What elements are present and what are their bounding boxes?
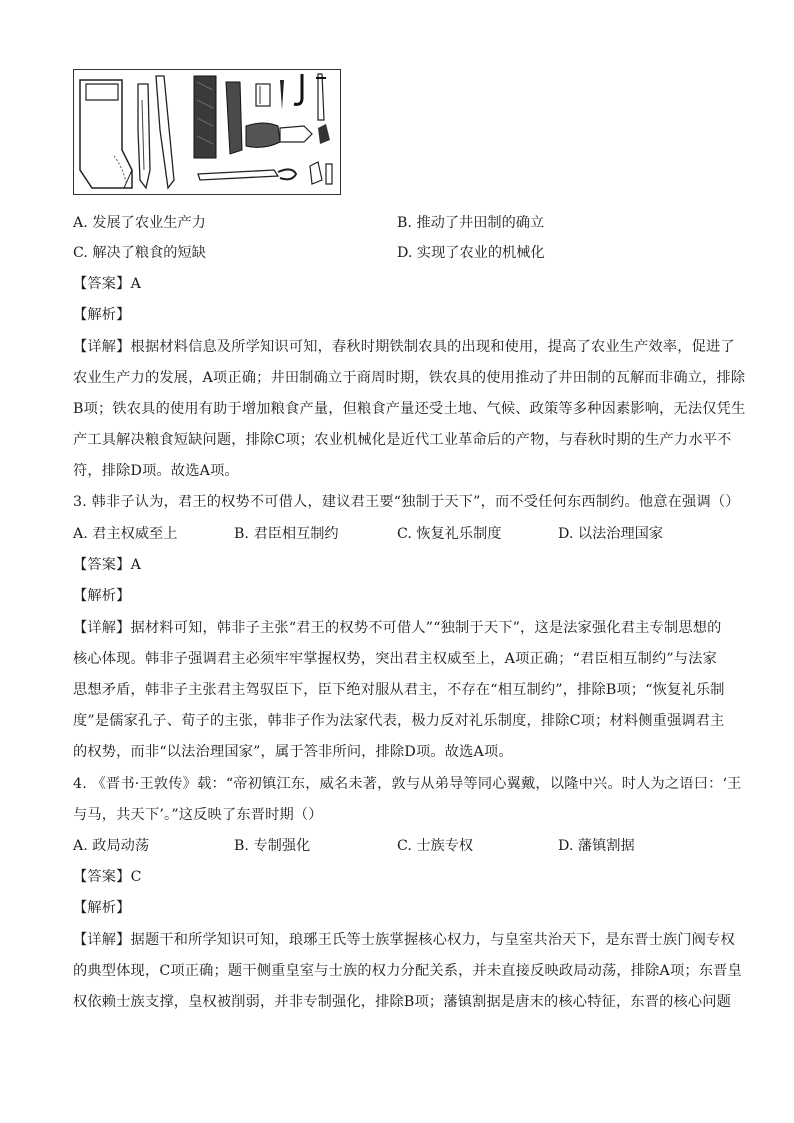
q4-answer xyxy=(73,867,723,887)
q2-detail-line: 符，排除D项。故选A项。 xyxy=(73,463,239,479)
q4-analysis-tag: 【解析】 xyxy=(73,900,131,916)
q2-option-b: B. 推动了井田制的确立 xyxy=(397,215,545,231)
q3-option-b: B. 君臣相互制约 xyxy=(234,526,339,542)
answer-tag: 【答案】 xyxy=(73,557,131,573)
q3-option-d: D. 以法治理国家 xyxy=(558,526,664,542)
q4-option-a: A. 政局动荡 xyxy=(73,838,150,854)
q2-detail-line: B项；铁农具的使用有助于增加粮食产量，但粮食产量还受土地、气候、政策等多种因素影响，无法仅凭生 xyxy=(73,401,746,417)
q2-detail-line: 农业生产力的发展，A项正确；井田制确立于商周时期，铁农具的使用推动了井田制的瓦解而非确立，排除 xyxy=(73,370,746,386)
q4-stem-line: 4. 《晋书·王敦传》载：“帝初镇江东，威名未著，敦与从弟导等同心翼戴，以隆中兴。时人为之语曰：‘王 xyxy=(73,776,742,792)
q3-detail-line: 的权势，而非“以法治理国家”，属于答非所问，排除D项。故选A项。 xyxy=(73,744,513,760)
answer-value: C xyxy=(130,869,142,885)
q3-stem: 3. 韩非子认为，君王的权势不可借人，建议君王要“独制于天下”，而不受任何东西制约。他意在强调（） xyxy=(73,494,740,510)
q2-option-d: D. 实现了农业的机械化 xyxy=(397,245,545,261)
q4-option-d: D. 藩镇割据 xyxy=(558,838,635,854)
q4-option-c: C. 士族专权 xyxy=(397,838,474,854)
q2-answer xyxy=(73,274,723,294)
q2-detail-line: 产工具解决粮食短缺问题，排除C项；农业机械化是近代工业革命后的产物，与春秋时期的生产力水平不 xyxy=(73,432,732,448)
q3-detail-line: 度”是儒家孔子、荀子的主张，韩非子作为法家代表，极力反对礼乐制度，排除C项；材料侧重强调君主 xyxy=(73,713,725,729)
q4-detail-line: 权依赖士族支撑，皇权被削弱，并非专制强化，排除B项；藩镇割据是唐末的核心特征，东晋的核心问题 xyxy=(73,994,732,1010)
q3-detail-line: 思想矛盾，韩非子主张君主驾驭臣下，臣下绝对服从君主，不存在“相互制约”，排除B项；“恢复礼乐制 xyxy=(73,682,725,698)
q3-option-a: A. 君主权威至上 xyxy=(73,526,178,542)
q3-analysis-tag: 【解析】 xyxy=(73,588,131,604)
answer-tag: 【答案】 xyxy=(73,276,131,292)
q4-detail-line: 的典型体现，C项正确；题干侧重皇室与士族的权力分配关系，并未直接反映政局动荡，排除A项；东晋皇 xyxy=(73,963,742,979)
q2-option-a: A. 发展了农业生产力 xyxy=(73,215,206,231)
q3-detail-line: 核心体现。韩非子强调君主必须牢牢掌握权势，突出君主权威至上，A项正确；“君臣相互制约”与法家 xyxy=(73,651,718,667)
q2-option-c: C. 解决了粮食的短缺 xyxy=(73,245,206,261)
q2-detail-line: 【详解】根据材料信息及所学知识可知，春秋时期铁制农具的出现和使用，提高了农业生产效率，促进了 xyxy=(73,339,735,355)
q4-detail-line: 【详解】据题干和所学知识可知，琅琊王氏等士族掌握核心权力，与皇室共治天下，是东晋士族门阀专权 xyxy=(73,932,735,948)
q2-analysis-tag: 【解析】 xyxy=(73,307,131,323)
q3-answer xyxy=(73,555,723,575)
answer-value: A xyxy=(130,276,142,292)
q3-detail-line: 【详解】据材料可知，韩非子主张“君王的权势不可借人”“独制于天下”，这是法家强化君主专制思想的 xyxy=(73,620,722,636)
q4-option-b: B. 专制强化 xyxy=(234,838,311,854)
iron-tools-drawing xyxy=(74,70,340,194)
answer-value: A xyxy=(130,557,142,573)
answer-tag: 【答案】 xyxy=(73,869,131,885)
iron-tools-figure xyxy=(73,69,341,195)
q3-option-c: C. 恢复礼乐制度 xyxy=(397,526,502,542)
q4-stem-line: 与马，共天下’。”这反映了东晋时期（） xyxy=(73,807,323,823)
